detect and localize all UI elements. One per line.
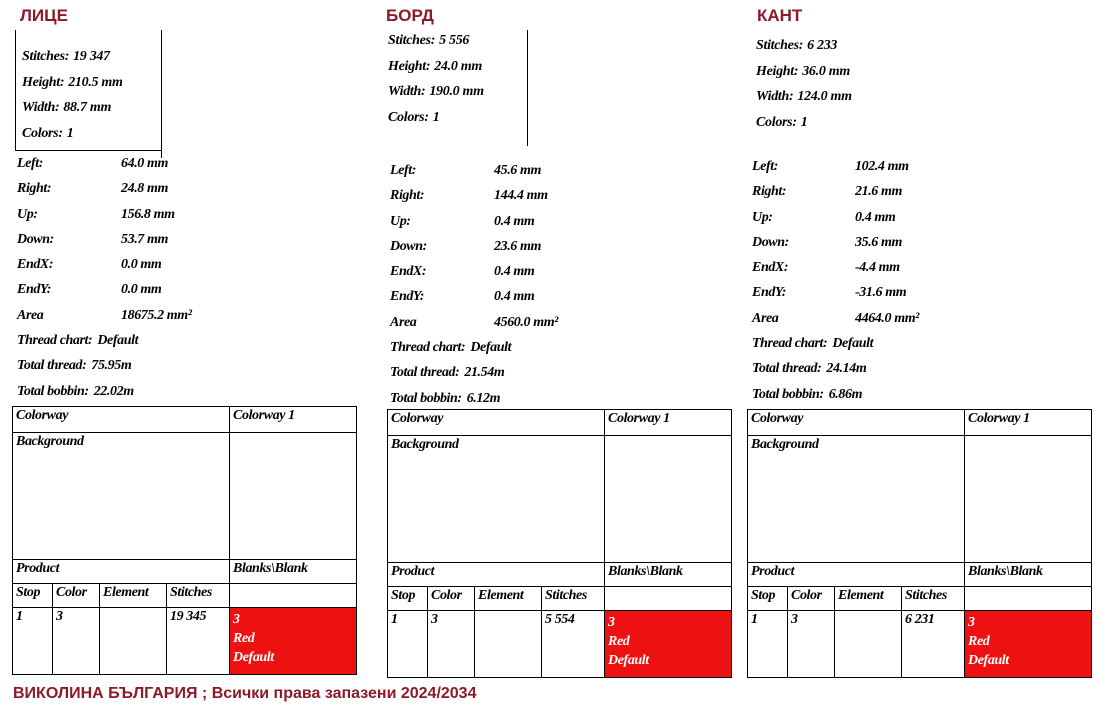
cell-element xyxy=(835,611,902,678)
panel-title-edge: КАНТ xyxy=(757,6,803,25)
product-value: Blanks\Blank xyxy=(605,563,732,587)
table-row xyxy=(748,611,1092,678)
swatch-name: Red xyxy=(233,631,255,646)
product-label: Product xyxy=(388,563,605,587)
background-label: Background xyxy=(13,433,230,560)
design-specs xyxy=(390,158,690,411)
colorway-table xyxy=(387,409,732,678)
column-header-stop: Stop xyxy=(13,584,53,608)
colorway-value: Colorway 1 xyxy=(605,410,732,436)
column-header-stitches: Stitches xyxy=(167,584,230,608)
spec-row-area: Area 18675.2 mm² xyxy=(17,307,192,323)
swatch-name: Red xyxy=(608,634,630,649)
spec-row-thread-chart: Thread chart: Default xyxy=(17,333,139,349)
column-header-element: Element xyxy=(835,587,902,611)
cell-element xyxy=(475,611,542,678)
spec-row-thread-chart: Thread chart: Default xyxy=(752,336,874,352)
spec-row-right: Right: 144.4 mm xyxy=(390,188,548,204)
header-row-stitches: Stitches: 19 347 xyxy=(22,49,110,64)
spec-row-right: Right: 21.6 mm xyxy=(752,184,902,200)
header-row-colors: Colors: 1 xyxy=(388,109,440,125)
header-row-height: Height: 24.0 mm xyxy=(388,58,482,74)
column-header-stitches: Stitches xyxy=(542,587,605,611)
spec-row-total-bobbin: Total bobbin: 22.02m xyxy=(17,383,134,399)
design-header xyxy=(388,28,484,130)
swatch-number: 3 xyxy=(608,615,615,630)
column-header-swatch xyxy=(230,584,357,608)
header-row-width: Width: 190.0 mm xyxy=(388,84,484,99)
color-swatch xyxy=(965,611,1092,678)
spec-row-endy: EndY: 0.4 mm xyxy=(390,289,535,305)
colorway-label: Colorway xyxy=(748,410,965,436)
design-header xyxy=(756,33,852,135)
column-header-color: Color xyxy=(428,587,475,611)
design-header xyxy=(22,44,123,146)
header-row-width: Width: 88.7 mm xyxy=(22,100,112,115)
table-row xyxy=(388,611,732,678)
cell-stitches: 5 554 xyxy=(542,611,605,678)
swatch-number: 3 xyxy=(233,612,240,627)
column-header-element: Element xyxy=(100,584,167,608)
cell-color: 3 xyxy=(428,611,475,678)
header-row-height: Height: 210.5 mm xyxy=(22,74,123,90)
column-header-swatch xyxy=(965,587,1092,611)
color-swatch xyxy=(230,608,357,675)
cell-element xyxy=(100,608,167,675)
background-value xyxy=(965,436,1092,563)
design-specs xyxy=(17,151,317,404)
panel-title-face: ЛИЦЕ xyxy=(20,6,68,25)
spec-row-total-thread: Total thread: 21.54m xyxy=(390,365,505,381)
spec-row-total-bobbin: Total bobbin: 6.86m xyxy=(752,386,863,402)
design-specs xyxy=(752,154,1052,407)
spec-row-total-thread: Total thread: 75.95m xyxy=(17,358,132,374)
spec-row-up: Up: 0.4 mm xyxy=(390,213,535,229)
header-row-stitches: Stitches: 6 233 xyxy=(756,38,838,53)
cell-stitches: 19 345 xyxy=(167,608,230,675)
header-row-colors: Colors: 1 xyxy=(756,114,808,130)
spec-row-down: Down: 23.6 mm xyxy=(390,238,541,254)
header-row-width: Width: 124.0 mm xyxy=(756,89,852,104)
header-right-divider xyxy=(161,30,162,158)
spec-row-left: Left: 45.6 mm xyxy=(390,163,541,178)
header-row-height: Height: 36.0 mm xyxy=(756,63,850,79)
swatch-chart: Default xyxy=(608,653,649,668)
spec-row-total-bobbin: Total bobbin: 6.12m xyxy=(390,390,501,406)
cell-color: 3 xyxy=(788,611,835,678)
header-right-divider xyxy=(527,30,528,146)
column-header-swatch xyxy=(605,587,732,611)
spec-row-thread-chart: Thread chart: Default xyxy=(390,340,512,356)
spec-row-endx: EndX: -4.4 mm xyxy=(752,260,900,276)
column-header-stitches: Stitches xyxy=(902,587,965,611)
spec-row-area: Area 4560.0 mm² xyxy=(390,314,558,330)
colorway-table xyxy=(12,406,357,675)
cell-stitches: 6 231 xyxy=(902,611,965,678)
column-header-color: Color xyxy=(53,584,100,608)
background-value xyxy=(605,436,732,563)
column-header-element: Element xyxy=(475,587,542,611)
colorway-label: Colorway xyxy=(13,407,230,433)
cell-stop: 1 xyxy=(13,608,53,675)
table-row xyxy=(13,608,357,675)
cell-stop: 1 xyxy=(388,611,428,678)
column-header-color: Color xyxy=(788,587,835,611)
spec-row-left: Left: 102.4 mm xyxy=(752,159,909,174)
header-left-divider xyxy=(15,30,16,150)
background-value xyxy=(230,433,357,560)
spec-row-endy: EndY: -31.6 mm xyxy=(752,285,907,301)
colorway-label: Colorway xyxy=(388,410,605,436)
spec-row-area: Area 4464.0 mm² xyxy=(752,310,919,326)
header-row-colors: Colors: 1 xyxy=(22,125,74,141)
swatch-number: 3 xyxy=(968,615,975,630)
product-value: Blanks\Blank xyxy=(230,560,357,584)
colorway-value: Colorway 1 xyxy=(230,407,357,433)
background-label: Background xyxy=(388,436,605,563)
spec-row-left: Left: 64.0 mm xyxy=(17,156,168,171)
column-header-stop: Stop xyxy=(388,587,428,611)
color-swatch xyxy=(605,611,732,678)
spec-row-endy: EndY: 0.0 mm xyxy=(17,282,162,298)
copyright-footer: ВИКОЛИНА БЪЛГАРИЯ ; Всички права запазени 2024/2034 xyxy=(13,685,477,702)
spec-row-endx: EndX: 0.0 mm xyxy=(17,257,162,273)
column-header-stop: Stop xyxy=(748,587,788,611)
spec-row-endx: EndX: 0.4 mm xyxy=(390,264,535,280)
spec-row-right: Right: 24.8 mm xyxy=(17,181,168,197)
swatch-name: Red xyxy=(968,634,990,649)
spec-row-total-thread: Total thread: 24.14m xyxy=(752,361,867,377)
spec-row-down: Down: 53.7 mm xyxy=(17,231,168,247)
colorway-value: Colorway 1 xyxy=(965,410,1092,436)
product-label: Product xyxy=(748,563,965,587)
header-row-stitches: Stitches: 5 556 xyxy=(388,33,470,48)
spec-row-down: Down: 35.6 mm xyxy=(752,234,902,250)
spec-row-up: Up: 156.8 mm xyxy=(17,206,175,222)
spec-row-up: Up: 0.4 mm xyxy=(752,209,896,225)
swatch-chart: Default xyxy=(233,650,274,665)
cell-color: 3 xyxy=(53,608,100,675)
swatch-chart: Default xyxy=(968,653,1009,668)
product-value: Blanks\Blank xyxy=(965,563,1092,587)
panel-title-border: БОРД xyxy=(386,6,434,25)
background-label: Background xyxy=(748,436,965,563)
cell-stop: 1 xyxy=(748,611,788,678)
product-label: Product xyxy=(13,560,230,584)
colorway-table xyxy=(747,409,1092,678)
